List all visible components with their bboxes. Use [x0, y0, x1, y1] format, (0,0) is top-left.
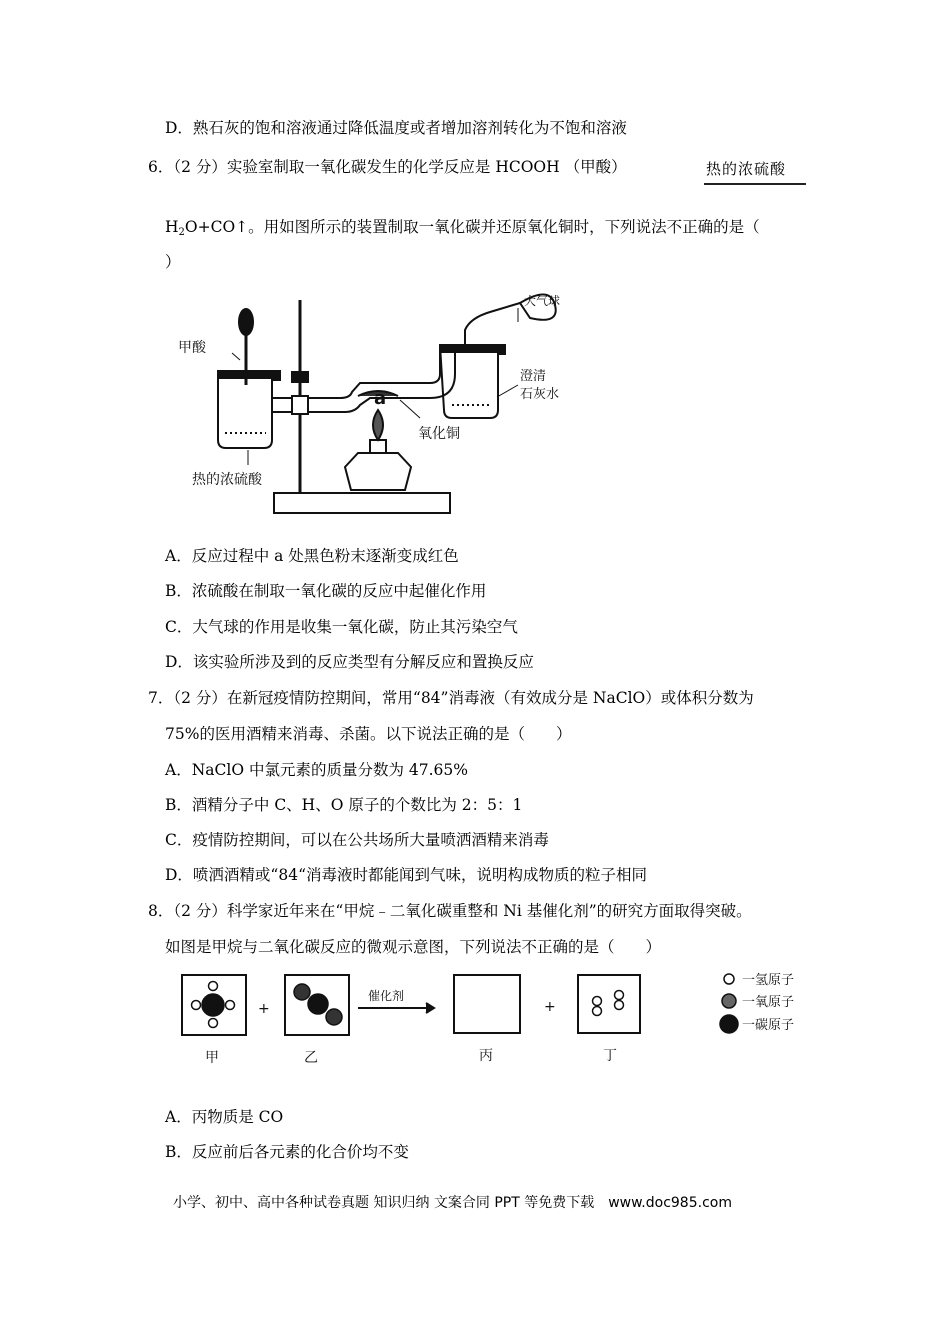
- q7-stem-line1: 7．（2 分）在新冠疫情防控期间，常用“84”消毒液（有效成分是 NaClO）或体积分数为: [148, 689, 754, 707]
- q8-reaction-figure: [170, 965, 830, 1075]
- plus-2: +: [544, 999, 556, 1015]
- legend-carbon: 一碳原子: [742, 1018, 795, 1033]
- q6-option-a: A．反应过程中 a 处黑色粉末逐渐变成红色: [165, 547, 459, 565]
- plus-1: +: [258, 1001, 270, 1017]
- left-flask: [218, 371, 280, 448]
- dropper-bulb: [239, 309, 253, 335]
- q6-stem-line1: 6．（2 分）实验室制取一氧化碳发生的化学反应是 HCOOH （甲酸）: [148, 158, 627, 176]
- label-jia: 甲: [205, 1050, 219, 1066]
- label-ding: 丁: [603, 1048, 617, 1064]
- q5-option-d: D．熟石灰的饱和溶液通过降低温度或者增加溶剂转化为不饱和溶液: [165, 119, 627, 137]
- flame: [373, 410, 383, 440]
- label-limewater-1: 澄清: [520, 369, 547, 384]
- legend-hydrogen: 一氢原子: [742, 973, 795, 988]
- q7-option-c: C．疫情防控期间，可以在公共场所大量喷洒酒精来消毒: [165, 831, 549, 849]
- q7-option-d: D．喷洒酒精或“84“消毒液时都能闻到气味，说明构成物质的粒子相同: [165, 866, 648, 884]
- q6-reaction-condition: 热的浓硫酸: [706, 160, 787, 178]
- right-flask: [440, 345, 505, 418]
- label-sulfuric-acid: 热的浓硫酸: [192, 472, 262, 488]
- q6-option-c: C．大气球的作用是收集一氧化碳，防止其污染空气: [165, 618, 518, 636]
- label-cuo: 氧化铜: [418, 426, 460, 442]
- q6-apparatus-figure: [160, 290, 590, 520]
- q8-option-b: B．反应前后各元素的化合价均不变: [165, 1143, 409, 1161]
- q8-stem-line1: 8．（2 分）科学家近年来在“甲烷﹣二氧化碳重整和 Ni 基催化剂”的研究方面取得突破。: [148, 902, 752, 920]
- left-stopper: [218, 371, 280, 378]
- box-bing: [454, 975, 520, 1033]
- stand-base: [274, 493, 450, 513]
- q6-option-d: D．该实验所涉及到的反应类型有分解反应和置换反应: [165, 653, 534, 671]
- q8-option-a: A．丙物质是 CO: [165, 1108, 284, 1126]
- q7-option-a: A．NaClO 中氯元素的质量分数为 47.65%: [165, 761, 468, 779]
- label-a: a: [374, 388, 387, 409]
- q7-stem-line2: 75%的医用酒精来消毒、杀菌。以下说法正确的是（ ）: [165, 725, 572, 743]
- q6-stem-line2: $H_2O+CO↑$。用如图所示的装置制取一氧化碳并还原氧化铜时，下列说法不正确的是（: [165, 218, 760, 238]
- label-limewater-2: 石灰水: [520, 387, 560, 402]
- catalyst-label: 催化剂: [368, 989, 405, 1003]
- q7-option-b: B．酒精分子中 C、H、O 原子的个数比为 2：5：1: [165, 796, 523, 814]
- label-balloon: 大气球: [524, 294, 561, 308]
- q6-stem-line3: ）: [165, 253, 181, 271]
- box-ding: [578, 975, 640, 1033]
- legend-oxygen: 一氧原子: [742, 995, 795, 1010]
- label-formic-acid: 甲酸: [178, 340, 206, 356]
- q6-reaction-arrow: [704, 183, 806, 185]
- q6-option-b: B．浓硫酸在制取一氧化碳的反应中起催化作用: [165, 582, 487, 600]
- page-footer: 小学、初中、高中各种试卷真题 知识归纳 文案合同 PPT 等免费下载 www.doc985.com: [173, 1195, 732, 1211]
- label-bing: 丙: [479, 1048, 493, 1064]
- q8-stem-line2: 如图是甲烷与二氧化碳反应的微观示意图，下列说法不正确的是（ ）: [165, 938, 662, 956]
- alcohol-lamp: [345, 453, 411, 490]
- label-yi: 乙: [304, 1050, 318, 1066]
